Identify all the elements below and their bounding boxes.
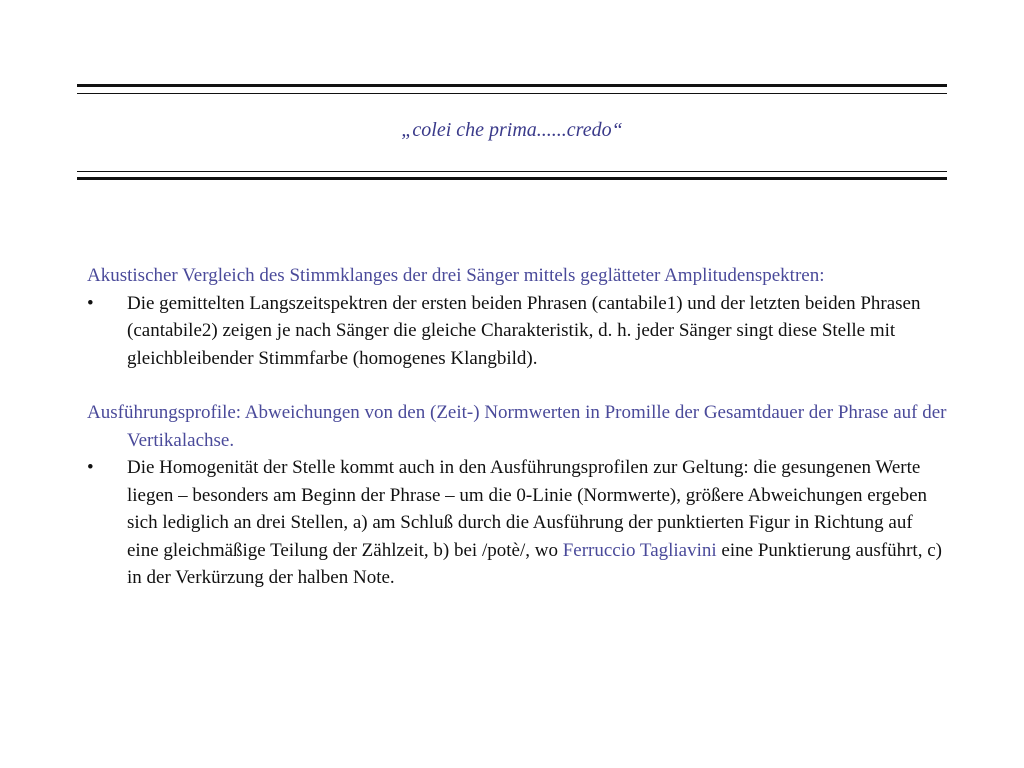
section2-bullet [87,454,947,592]
section1-heading: Akustischer Vergleich des Stimmklanges der drei Sänger mittels geglätteter Amplitudenspektren: [87,265,825,286]
slide-title: „colei che prima......credo“ [401,119,623,141]
section2-heading: Ausführungsprofile: Abweichungen von den (Zeit-) Normwerten in Promille der Gesamtdauer der Phrase auf der Vertikalachse. [87,402,947,451]
singer-name: Ferruccio Tagliavini [562,539,717,561]
top-rule-thin [77,93,947,94]
bullet-icon: • [87,457,94,478]
bullet-icon: • [87,292,94,314]
section2-bullet-text-before: Die Homogenität der Stelle kommt auch in den Ausführungsprofilen zur Geltung: die gesungenen Werte liegen – besonders am Beginn der Phrase – um die 0-Linie (Normwerte), größere Abweichungen ergeben sich lediglich an drei Stellen, a) am Schluß durch die Ausführung der punktierten Figur in Richtung auf eine gleichmäßige Teilung der Zählzeit, b) bei /potè/, wo [127,457,928,561]
section1-bullet-text: Die gemittelten Langszeitspektren der ersten beiden Phrasen (cantabile1) und der letzten beiden Phrasen (cantabile2) zeigen je nach Sänger die gleiche Charakteristik, d. h. jeder Sänger singt diese Stelle mit gleichbleibender Stimmfarbe (homogenes Klangbild). [127,292,921,369]
bottom-rule-thick [77,177,947,180]
top-rule-thick [77,84,947,87]
section-gap [87,372,947,399]
slide-content [87,262,947,592]
bottom-rule-thin [77,171,947,172]
section2-bullet-text-after: eine Punktierung ausführt, c) in der Verkürzung der halben Note. [127,539,942,588]
section1-bullet [87,290,947,373]
